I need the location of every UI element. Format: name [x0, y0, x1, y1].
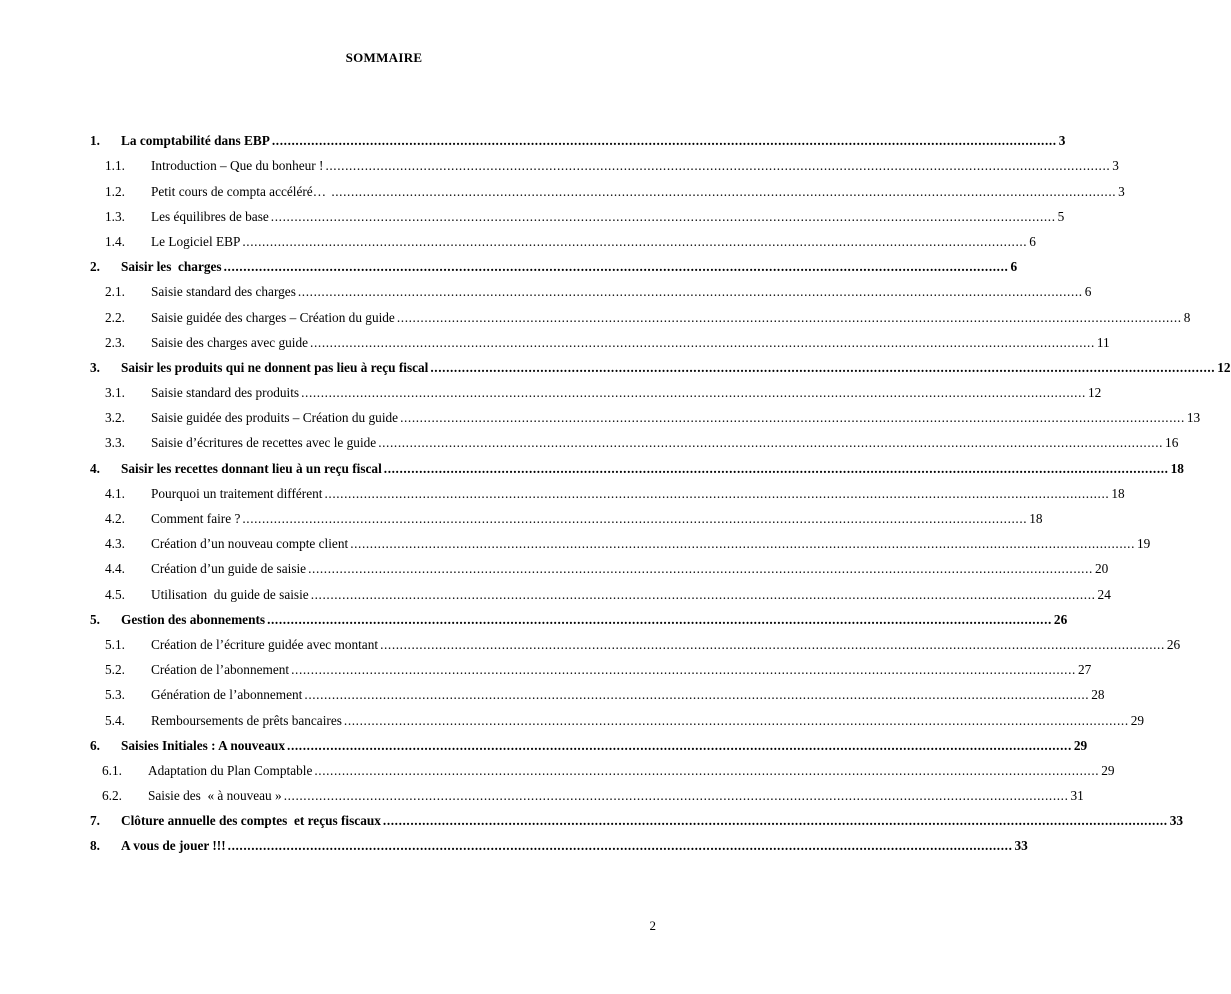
toc-entry-label: Saisir les produits qui ne donnent pas lieu à reçu fiscal [121, 359, 429, 375]
dot-leader: ........................................................................................................................................................................................................ [325, 158, 1111, 174]
dot-leader: ........................................................................................................................................................................................................ [350, 536, 1136, 552]
toc-entry-label: Les équilibres de base [151, 208, 269, 224]
toc-entry-number: 5.1. [105, 636, 125, 652]
dot-leader: ........................................................................................................................................................................................................ [283, 788, 1069, 804]
toc-entry-page: 33 [1014, 838, 1028, 854]
toc-entry-page: 29 [1073, 737, 1088, 753]
toc-entry-label: Saisie guidée des produits – Création du guide [151, 410, 399, 426]
dot-leader: ........................................................................................................................................................................................................ [297, 284, 1083, 300]
toc-subsection-entry[interactable] [90, 552, 1109, 577]
toc-entry-number: 1.3. [105, 208, 125, 224]
dot-leader: ........................................................................................................................................................................................................ [378, 435, 1164, 451]
toc-subsection-entry[interactable] [90, 628, 1181, 653]
toc-entry-number: 4. [90, 460, 100, 476]
toc-entry-page: 3 [1118, 183, 1125, 199]
table-of-contents [90, 124, 1231, 854]
toc-entry-number: 6.1. [102, 762, 122, 778]
toc-entry-label: Pourquoi un traitement différent [151, 485, 323, 501]
toc-subsection-entry[interactable] [90, 275, 1092, 300]
dot-leader: ........................................................................................................................................................................................................ [400, 410, 1185, 426]
toc-entry-number: 5.4. [105, 712, 125, 728]
toc-entry-page: 29 [1130, 712, 1145, 728]
toc-entry-label: Création de l’écriture guidée avec montant [151, 636, 379, 652]
dot-leader: ........................................................................................................................................................................................................ [267, 611, 1052, 627]
toc-entry-label: Petit cours de compta accéléré… [151, 183, 330, 199]
toc-entry-page: 28 [1091, 687, 1105, 703]
toc-section-entry[interactable] [90, 124, 1066, 149]
page-number: 2 [649, 918, 656, 933]
toc-entry-page: 6 [1010, 259, 1018, 275]
toc-subsection-entry[interactable] [90, 200, 1065, 225]
toc-subsection-entry[interactable] [90, 376, 1102, 401]
toc-entry-label: La comptabilité dans EBP [121, 133, 270, 149]
toc-entry-number: 2.2. [105, 309, 125, 325]
toc-entry-label: Saisir les charges [121, 259, 222, 275]
toc-section-entry[interactable] [90, 351, 1231, 376]
dot-leader: ........................................................................................................................................................................................................ [301, 385, 1086, 401]
toc-entry-label: Clôture annuelle des comptes et reçus fiscaux [121, 813, 381, 829]
toc-entry-number: 4.2. [105, 511, 125, 526]
toc-entry-number: 7. [90, 813, 100, 829]
dot-leader: ........................................................................................................................................................................................................ [291, 662, 1076, 678]
toc-entry-number: 1.2. [105, 183, 125, 199]
toc-entry-page: 3 [1058, 133, 1066, 149]
dot-leader: ........................................................................................................................................................................................................ [314, 762, 1100, 778]
dot-leader: ........................................................................................................................................................................................................ [430, 359, 1216, 375]
toc-entry-label: Comment faire ? [151, 511, 241, 526]
toc-entry-number: 1.1. [105, 158, 125, 174]
toc-entry-label: Saisie standard des charges [151, 284, 296, 300]
toc-entry-page: 12 [1217, 359, 1231, 375]
dot-leader: ........................................................................................................................................................................................................ [304, 687, 1090, 703]
toc-entry-number: 6. [90, 737, 100, 753]
dot-leader: ........................................................................................................................................................................................................ [310, 586, 1096, 602]
toc-entry-page: 12 [1087, 385, 1102, 401]
toc-subsection-entry[interactable] [90, 401, 1201, 426]
toc-entry-number: 3.1. [105, 385, 125, 401]
toc-subsection-entry[interactable] [90, 653, 1092, 678]
toc-section-entry[interactable] [90, 804, 1184, 829]
toc-entry-label: Gestion des abonnements [121, 611, 266, 627]
toc-entry-label: Création d’un guide de saisie [151, 561, 307, 577]
dot-leader: ........................................................................................................................................................................................................ [242, 233, 1028, 249]
toc-entry-number: 2. [90, 259, 100, 275]
dot-leader: ........................................................................................................................................................................................................ [308, 561, 1093, 577]
toc-entry-page: 3 [1112, 158, 1119, 174]
toc-entry-page: 19 [1137, 536, 1151, 552]
toc-subsection-entry[interactable] [90, 426, 1179, 451]
toc-entry-page: 18 [1029, 511, 1043, 526]
toc-entry-label: Création d’un nouveau compte client [151, 536, 349, 552]
toc-entry-label: Saisie des « à nouveau » [148, 788, 282, 804]
toc-entry-page: 5 [1057, 208, 1065, 224]
dot-leader: ........................................................................................................................................................................................................ [287, 737, 1072, 753]
dot-leader: ........................................................................................................................................................................................................ [383, 460, 1169, 476]
toc-subsection-entry[interactable] [90, 149, 1119, 174]
toc-entry-number: 1.4. [105, 233, 125, 249]
toc-entry-number: 3.2. [105, 410, 125, 426]
toc-entry-number: 3.3. [105, 435, 125, 451]
toc-entry-page: 11 [1096, 334, 1110, 350]
toc-entry-number: 4.4. [105, 561, 125, 577]
dot-leader: ........................................................................................................................................................................................................ [324, 485, 1110, 501]
toc-entry-number: 8. [90, 838, 100, 854]
toc-entry-label: Saisie des charges avec guide [151, 334, 309, 350]
dot-leader: ........................................................................................................................................................................................................ [331, 183, 1117, 199]
toc-entry-number: 2.1. [105, 284, 125, 300]
dot-leader: ........................................................................................................................................................................................................ [396, 309, 1182, 325]
dot-leader: ........................................................................................................................................................................................................ [380, 636, 1165, 652]
toc-entry-label: Génération de l’abonnement [151, 687, 303, 703]
toc-entry-page: 18 [1111, 485, 1125, 501]
toc-section-entry[interactable] [90, 729, 1088, 754]
toc-entry-label: Adaptation du Plan Comptable [148, 762, 313, 778]
dot-leader: ........................................................................................................................................................................................................ [227, 838, 1013, 854]
toc-entry-page: 20 [1094, 561, 1109, 577]
toc-entry-page: 33 [1169, 813, 1184, 829]
toc-subsection-entry[interactable] [90, 577, 1111, 602]
toc-section-entry[interactable] [90, 451, 1184, 476]
toc-entry-number: 5.2. [105, 662, 125, 678]
toc-entry-label: Création de l’abonnement [151, 662, 290, 678]
toc-section-entry[interactable] [90, 829, 1028, 854]
toc-entry-number: 4.3. [105, 536, 125, 552]
toc-subsection-entry[interactable] [90, 754, 1115, 779]
dot-leader: ........................................................................................................................................................................................................ [223, 259, 1009, 275]
toc-entry-page: 6 [1029, 233, 1036, 249]
toc-entry-page: 6 [1084, 284, 1092, 300]
toc-entry-number: 4.1. [105, 485, 125, 501]
toc-entry-label: Le Logiciel EBP [151, 233, 241, 249]
toc-entry-page: 24 [1097, 586, 1111, 602]
toc-entry-number: 1. [90, 133, 100, 149]
toc-section-entry[interactable] [90, 250, 1018, 275]
dot-leader: ........................................................................................................................................................................................................ [271, 133, 1057, 149]
toc-entry-label: Remboursements de prêts bancaires [151, 712, 342, 728]
toc-subsection-entry[interactable] [90, 502, 1043, 527]
toc-entry-page: 26 [1053, 611, 1068, 627]
toc-subsection-entry[interactable] [90, 678, 1105, 703]
toc-entry-page: 8 [1183, 309, 1191, 325]
dot-leader: ........................................................................................................................................................................................................ [270, 208, 1056, 224]
toc-entry-page: 13 [1186, 410, 1201, 426]
toc-entry-page: 29 [1101, 762, 1115, 778]
toc-subsection-entry[interactable] [90, 300, 1191, 325]
toc-entry-label: Introduction – Que du bonheur ! [151, 158, 324, 174]
dot-leader: ........................................................................................................................................................................................................ [343, 712, 1129, 728]
toc-entry-page: 27 [1077, 662, 1092, 678]
toc-entry-label: Saisie guidée des charges – Création du guide [151, 309, 395, 325]
toc-entry-page: 31 [1070, 788, 1084, 804]
dot-leader: ........................................................................................................................................................................................................ [310, 334, 1095, 350]
toc-entry-number: 3. [90, 359, 100, 375]
toc-entry-number: 6.2. [102, 788, 122, 804]
page-title: SOMMAIRE [345, 50, 423, 65]
toc-subsection-entry[interactable] [90, 779, 1084, 804]
toc-entry-page: 18 [1170, 460, 1184, 476]
toc-entry-label: Utilisation du guide de saisie [151, 586, 309, 602]
toc-section-entry[interactable] [90, 603, 1068, 628]
toc-subsection-entry[interactable] [90, 225, 1036, 250]
toc-subsection-entry[interactable] [90, 477, 1125, 502]
toc-subsection-entry[interactable] [90, 326, 1110, 351]
toc-subsection-entry[interactable] [90, 703, 1145, 728]
toc-entry-number: 5.3. [105, 687, 125, 703]
toc-entry-label: Saisie d’écritures de recettes avec le guide [151, 435, 377, 451]
toc-entry-label: A vous de jouer !!! [121, 838, 226, 854]
toc-entry-number: 4.5. [105, 586, 125, 602]
toc-subsection-entry[interactable] [90, 174, 1125, 199]
toc-entry-label: Saisie standard des produits [151, 385, 300, 401]
dot-leader: ........................................................................................................................................................................................................ [382, 813, 1168, 829]
toc-subsection-entry[interactable] [90, 527, 1151, 552]
toc-entry-page: 16 [1165, 435, 1179, 451]
dot-leader: ........................................................................................................................................................................................................ [242, 511, 1028, 526]
toc-entry-number: 5. [90, 611, 100, 627]
toc-entry-number: 2.3. [105, 334, 125, 350]
toc-entry-label: Saisies Initiales : A nouveaux [121, 737, 286, 753]
toc-entry-label: Saisir les recettes donnant lieu à un reçu fiscal [121, 460, 382, 476]
toc-entry-page: 26 [1166, 636, 1181, 652]
